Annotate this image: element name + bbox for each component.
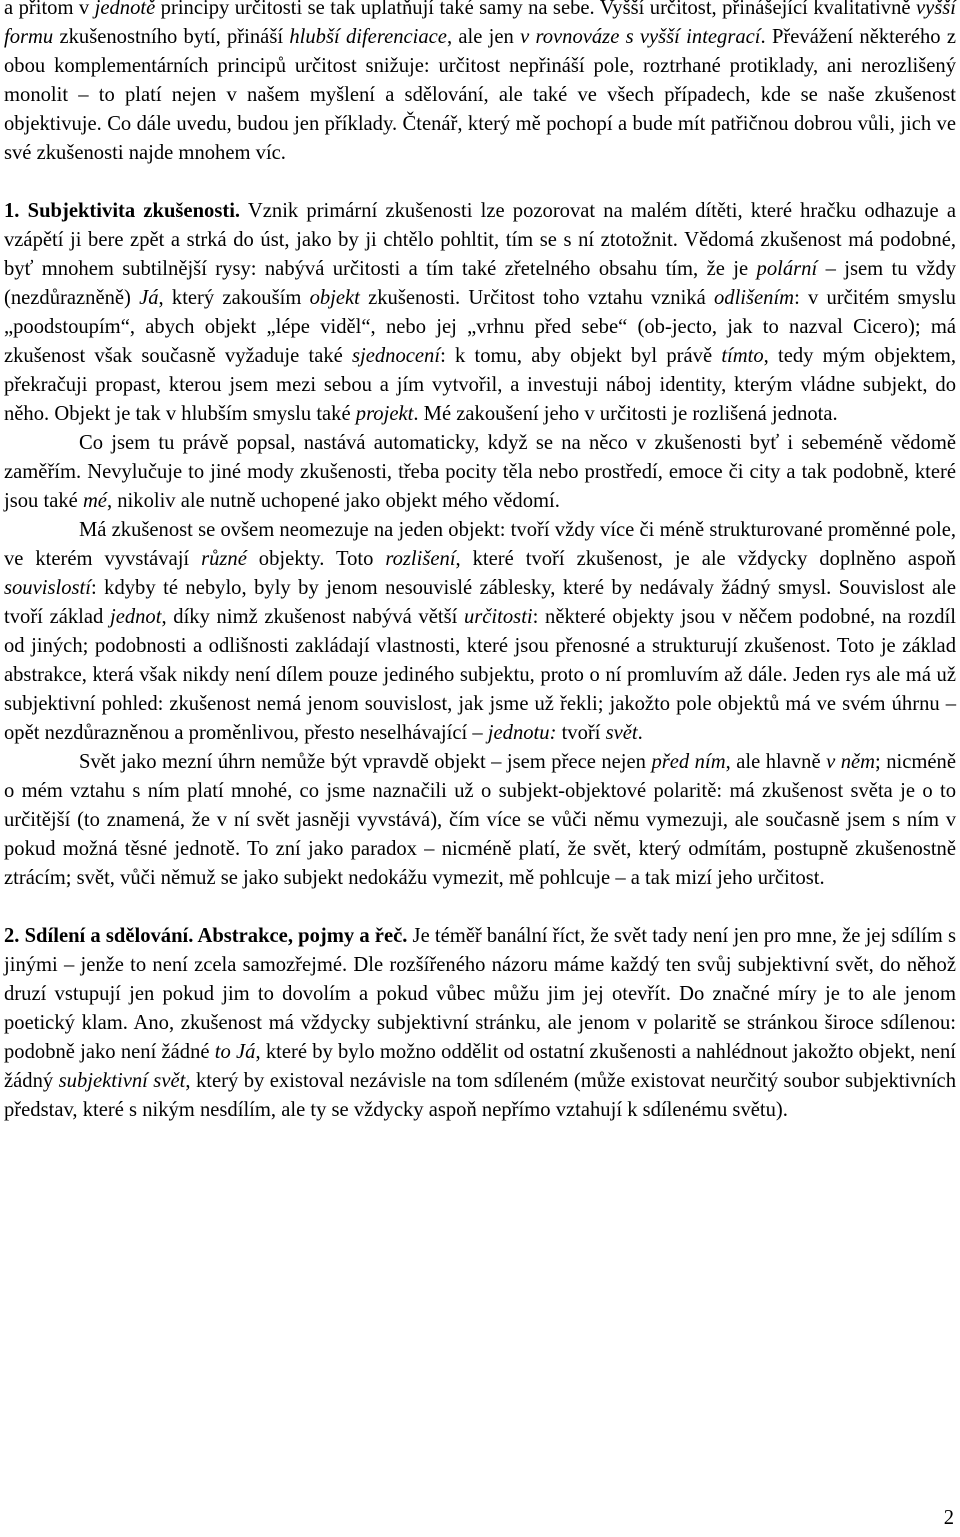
- emphasis-text: objekt: [309, 287, 360, 309]
- text-run: a přitom v: [4, 0, 95, 19]
- text-run: Je téměř banální říct, že svět tady není jen pro mne, že jej sdílím s jinými – jenže to není zcela samozřejmé. Dle rozšířeného názoru máme každý ten svůj subjektivní svět, do něhož druzí vstupují jen pokud jim to dovolím a pokud vůbec můžu jim jej otevřít. Do značné míry je to ale jenom poetický klam. Ano, zkušenost má vždycky subjektivní stránku, ale jenom v polaritě se stránkou široce sdílenou: podobně jako není žádné: [4, 925, 956, 1063]
- emphasis-text: jednotu:: [487, 722, 557, 744]
- text-run: . Převážení některého z obou komplementárních principů určitost snižuje: určitost nepřináší pole, roztrhané protiklady, ani nerozlišený monolit – to platí nejen v našem myšlení a sdělování, ale také ve všech případech, kde se naše zkušenost objektivuje. Co dále uvedu, budou jen příklady. Čtenář, který mě pochopí a bude mít patřičnou dobrou vůli, jich ve své zkušenosti najde mnohem víc.: [4, 26, 956, 164]
- text-run: zkušenosti. Určitost toho vztahu vzniká: [359, 287, 714, 309]
- paragraph-sharing: [4, 922, 956, 1125]
- emphasis-text: subjektivní svět: [58, 1070, 186, 1092]
- text-run: , který by existoval nezávisle na tom sdíleném (může existovat neurčitý soubor subjektivních představ, které s nikým nesdílím, ale ty se vždycky aspoň nepřímo vztahují k sdílenému světu).: [4, 1070, 956, 1121]
- text-run: principy určitosti se tak uplatňují také samy na sebe. Vyšší určitost, přinášející kvalitativně: [155, 0, 916, 19]
- text-run: .: [637, 722, 643, 744]
- emphasis-text: svět: [605, 722, 638, 744]
- text-run: , které by bylo možno oddělit od ostatní zkušenosti a nahlédnout jakožto objekt, není žádný: [4, 1041, 956, 1092]
- emphasis-text: souvislostí: [4, 577, 91, 599]
- text-run: , ale hlavně: [725, 751, 827, 773]
- section-heading: 2. Sdílení a sdělování. Abstrakce, pojmy a řeč.: [4, 925, 408, 947]
- emphasis-text: hlubší diferenciace: [289, 26, 447, 48]
- text-run: : kdyby té nebylo, byly by jenom nesouvislé záblesky, které by nedávaly žádný smysl. Souvislost ale tvoří základ: [4, 577, 956, 628]
- emphasis-text: v rovnováze s vyšší integrací: [520, 26, 761, 48]
- emphasis-text: odlišením: [713, 287, 795, 309]
- paragraph-field: [4, 516, 956, 748]
- text-run: : k tomu, aby objekt byl právě: [440, 345, 722, 367]
- text-run: Co jsem tu právě popsal, nastává automaticky, když se na něco v zkušenosti byť i sebeméně vědomě zaměřím. Nevylučuje to jiné mody zkušenosti, třeba pocity těla nebo prostředí, emoce či city a tak podobně, které jsou také: [4, 432, 956, 512]
- text-run: – jsem tu vždy (nezdůrazněně): [4, 258, 956, 309]
- emphasis-text: polární: [756, 258, 818, 280]
- emphasis-text: jednotě: [94, 0, 156, 19]
- text-run: objekty. Toto: [246, 548, 386, 570]
- emphasis-text: projekt: [355, 403, 414, 425]
- text-run: . Mé zakoušení jeho v určitosti je rozlišená jednota.: [413, 403, 838, 425]
- text-run: , které tvoří zkušenost, je ale vždycky doplněno aspoň: [455, 548, 956, 570]
- text-run: tvoří: [556, 722, 606, 744]
- text-run: ; nicméně o mém vztahu s ním platí mnohé, co jsme naznačili už o subjekt-objektové polaritě: má zkušenost světa je o to určitější (to znamená, že v ní svět jasněji vyvstává), čím více se vůči němu vymezuji, ale současně jsem s ním v pokud možná těsné jednotě. To zní jako paradox – nicméně platí, že svět, který odmítám, postupně zkušenostně ztrácím; svět, vůči němuž se jako subjekt nedokážu vymezit, mě pohlcuje – a tak mizí jeho určitost.: [4, 751, 956, 889]
- text-run: zkušenostního bytí, přináší: [53, 26, 290, 48]
- body-text: [4, 0, 956, 1125]
- emphasis-text: určitosti: [463, 606, 533, 628]
- paragraph-focus: [4, 429, 956, 516]
- text-run: Má zkušenost se ovšem neomezuje na jeden objekt: tvoří vždy více či méně strukturované proměnné pole, ve kterém vyvstávají: [4, 519, 956, 570]
- paragraph-world: [4, 748, 956, 893]
- paragraph-subjectivity: [4, 197, 956, 429]
- text-run: : některé objekty jsou v něčem podobné, na rozdíl od jiných; podobnosti a odlišnosti zakládají vlastnosti, které jsou přenosné a strukturují zkušenost. Toto je základ abstrakce, která však nikdy není dílem pouze jediného subjektu, proto o ní promluvím až dále. Jeden rys ale má už subjektivní pohled: zkušenost nemá jenom souvislost, jak jsme už řekli; jakožto pole objektů má ve svém úhrnu – opět nezdůrazněnou a proměnlivou, přesto neselhávající –: [4, 606, 956, 744]
- text-run: , nikoliv ale nutně uchopené jako objekt mého vědomí.: [106, 490, 560, 512]
- text-run: , který zakouším: [158, 287, 310, 309]
- emphasis-text: vyšší formu: [4, 0, 956, 48]
- emphasis-text: v něm: [826, 751, 876, 773]
- emphasis-text: rozlišení: [385, 548, 456, 570]
- text-run: : v určitém smyslu „poodstoupím“, abych objekt „lépe viděl“, nebo jej „vrhnu před sebe“ (ob-jecto, jak to nazval Cicero); má zkušenost však současně vyžaduje také: [4, 287, 956, 367]
- emphasis-text: to Já: [214, 1041, 256, 1063]
- emphasis-text: před ním: [651, 751, 726, 773]
- section-heading: 1. Subjektivita zkušenosti.: [4, 200, 241, 222]
- text-run: Svět jako mezní úhrn nemůže být vpravdě objekt – jsem přece nejen: [79, 751, 652, 773]
- emphasis-text: Já: [139, 287, 159, 309]
- paragraph-continuation: [4, 0, 956, 168]
- text-run: , díky nimž zkušenost nabývá větší: [161, 606, 464, 628]
- emphasis-text: tímto: [721, 345, 764, 367]
- emphasis-text: sjednocení: [352, 345, 441, 367]
- page-number: 2: [943, 1507, 954, 1529]
- emphasis-text: mé: [82, 490, 107, 512]
- text-run: , tedy mým objektem, překračuji propast, kterou jsem mezi sebou a jím vytvořil, a investuji náboj identity, kterým vládne subjekt, do něho. Objekt je tak v hlubším smyslu také: [4, 345, 957, 425]
- text-run: Vznik primární zkušenosti lze pozorovat na malém dítěti, které hračku odhazuje a vzápětí ji bere zpět a strká do úst, jako by ji chtělo pohltit, tím se s ní ztotožnit. Vědomá zkušenost má podobné, byť mnohem subtilnější rysy: nabývá určitosti a tím také zřetelného obsahu tím, že je: [4, 200, 956, 280]
- emphasis-text: různé: [201, 548, 247, 570]
- emphasis-text: jednot: [109, 606, 162, 628]
- text-run: , ale jen: [446, 26, 521, 48]
